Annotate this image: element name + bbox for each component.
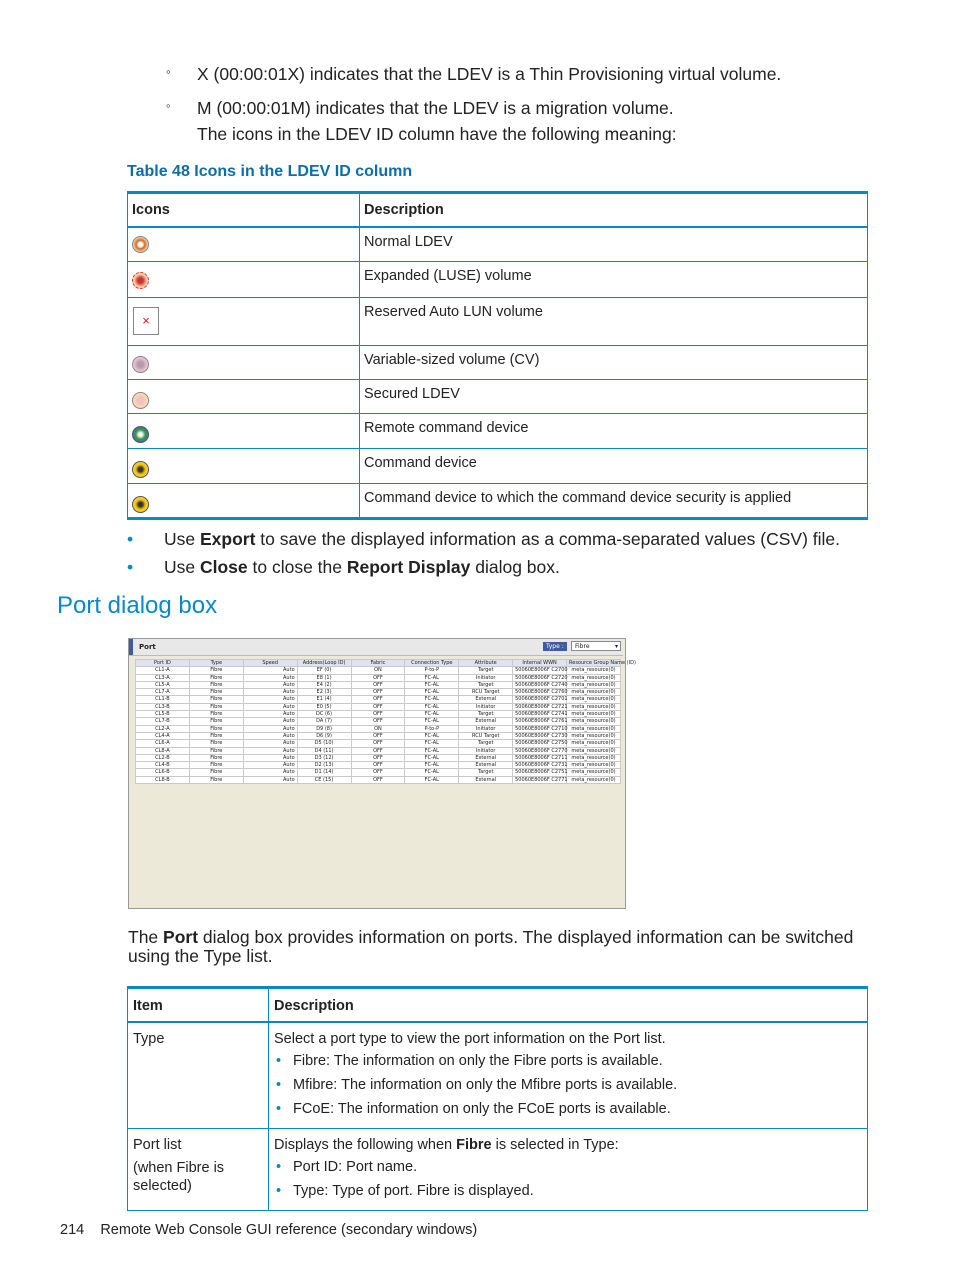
grid-cell: OFF — [351, 762, 405, 769]
grid-cell: Auto — [243, 718, 297, 725]
circle-bullet-icon: ◦ — [166, 98, 171, 113]
grid-cell: Fibre — [189, 747, 243, 754]
grid-cell: CL7-B — [136, 718, 190, 725]
grid-cell: OFF — [351, 711, 405, 718]
command-device-icon — [132, 461, 149, 478]
grid-cell: D2 (13) — [297, 762, 351, 769]
grid-cell: Auto — [243, 703, 297, 710]
grid-cell: CL5-A — [136, 681, 190, 688]
grid-cell: CL2-B — [136, 754, 190, 761]
grid-cell: OFF — [351, 696, 405, 703]
grid-cell: Fibre — [189, 754, 243, 761]
grid-cell: Fibre — [189, 732, 243, 739]
grid-cell: External — [459, 718, 513, 725]
grid-cell: CL4-B — [136, 762, 190, 769]
grid-cell: CL2-A — [136, 725, 190, 732]
grid-cell: Target — [459, 711, 513, 718]
item-description-table — [127, 986, 868, 1211]
grid-cell: D3 (12) — [297, 754, 351, 761]
table-row: Normal LDEV — [128, 227, 868, 261]
grid-cell: FC-AL — [405, 689, 459, 696]
grid-cell: D9 (8) — [297, 725, 351, 732]
grid-row[interactable] — [136, 689, 621, 696]
grid-cell: CL3-A — [136, 674, 190, 681]
icons-table — [127, 191, 868, 520]
grid-cell: CL5-B — [136, 711, 190, 718]
grid-cell: Target — [459, 769, 513, 776]
grid-cell: Target — [459, 740, 513, 747]
grid-cell: FC-AL — [405, 681, 459, 688]
grid-cell: RCU Target — [459, 689, 513, 696]
port-list — [135, 659, 636, 784]
grid-cell: OFF — [351, 718, 405, 725]
grid-row[interactable] — [136, 740, 621, 747]
grid-column-header[interactable]: Resource Group Name (ID) — [567, 660, 621, 667]
page-number: 214 — [60, 1222, 85, 1238]
grid-cell: FC-AL — [405, 711, 459, 718]
grid-cell: OFF — [351, 681, 405, 688]
grid-row[interactable] — [136, 732, 621, 739]
grid-cell: External — [459, 776, 513, 783]
grid-cell: E1 (4) — [297, 696, 351, 703]
grid-cell: OFF — [351, 769, 405, 776]
grid-cell: FC-AL — [405, 762, 459, 769]
grid-cell: Fibre — [189, 711, 243, 718]
grid-cell: 50060E8006F C2731 — [513, 762, 567, 769]
grid-cell: meta_resource(0) — [567, 696, 621, 703]
grid-row[interactable] — [136, 703, 621, 710]
grid-cell: Auto — [243, 711, 297, 718]
grid-row[interactable] — [136, 681, 621, 688]
column-header: Description — [269, 988, 868, 1023]
grid-cell: Auto — [243, 776, 297, 783]
grid-cell: Fibre — [189, 703, 243, 710]
grid-cell: 50060E8006F C2751 — [513, 769, 567, 776]
grid-cell: FC-AL — [405, 747, 459, 754]
grid-cell: Fibre — [189, 674, 243, 681]
grid-cell: Fibre — [189, 718, 243, 725]
grid-row[interactable] — [136, 769, 621, 776]
grid-cell: E8 (1) — [297, 674, 351, 681]
reserved-auto-lun-icon: × — [133, 307, 159, 335]
grid-cell: 50060E8006F C2740 — [513, 681, 567, 688]
grid-cell: 50060E8006F C2710 — [513, 725, 567, 732]
grid-cell: D4 (11) — [297, 747, 351, 754]
grid-cell: meta_resource(0) — [567, 711, 621, 718]
grid-cell: ON — [351, 667, 405, 674]
section-title: Port dialog box — [57, 592, 218, 619]
grid-cell: OFF — [351, 689, 405, 696]
grid-cell: 50060E8006F C2721 — [513, 703, 567, 710]
grid-cell: EF (0) — [297, 667, 351, 674]
table-row: Variable-sized volume (CV) — [128, 345, 868, 379]
grid-cell: FC-AL — [405, 703, 459, 710]
grid-cell: Fibre — [189, 681, 243, 688]
grid-cell: OFF — [351, 776, 405, 783]
grid-cell: CL7-A — [136, 689, 190, 696]
grid-cell: Fibre — [189, 740, 243, 747]
grid-row[interactable] — [136, 711, 621, 718]
grid-cell: Auto — [243, 754, 297, 761]
grid-cell: FC-AL — [405, 718, 459, 725]
grid-cell: Auto — [243, 732, 297, 739]
grid-cell: Auto — [243, 667, 297, 674]
grid-cell: E2 (3) — [297, 689, 351, 696]
table-row: Secured LDEV — [128, 379, 868, 413]
grid-cell: 50060E8006F C2700 — [513, 667, 567, 674]
grid-cell: D1 (14) — [297, 769, 351, 776]
grid-cell: E4 (2) — [297, 681, 351, 688]
grid-cell: FC-AL — [405, 696, 459, 703]
grid-cell: E0 (5) — [297, 703, 351, 710]
grid-cell: meta_resource(0) — [567, 740, 621, 747]
grid-cell: External — [459, 696, 513, 703]
grid-cell: 50060E8006F C2761 — [513, 718, 567, 725]
grid-cell: meta_resource(0) — [567, 725, 621, 732]
grid-row[interactable] — [136, 754, 621, 761]
grid-cell: Fibre — [189, 769, 243, 776]
grid-cell: ON — [351, 725, 405, 732]
expanded-volume-icon — [132, 272, 149, 289]
grid-cell: Auto — [243, 725, 297, 732]
footer-text: Remote Web Console GUI reference (secondary windows) — [100, 1222, 478, 1238]
grid-cell: CL6-B — [136, 769, 190, 776]
grid-row[interactable] — [136, 718, 621, 725]
grid-cell: FC-AL — [405, 732, 459, 739]
table-row: Command device — [128, 448, 868, 483]
grid-cell: RCU Target — [459, 732, 513, 739]
table-row: Command device to which the command device security is applied — [128, 483, 868, 518]
grid-cell: 50060E8006F C2771 — [513, 776, 567, 783]
grid-cell: CL1-B — [136, 696, 190, 703]
grid-cell: FC-AL — [405, 740, 459, 747]
grid-cell: Fibre — [189, 689, 243, 696]
grid-cell: CL1-A — [136, 667, 190, 674]
grid-cell: Auto — [243, 740, 297, 747]
column-header: Icons — [128, 193, 360, 228]
column-header: Description — [360, 193, 868, 228]
grid-cell: 50060E8006F C2760 — [513, 689, 567, 696]
grid-cell: CL6-A — [136, 740, 190, 747]
grid-column-header[interactable]: Internal WWN — [513, 660, 567, 667]
grid-row[interactable] — [136, 747, 621, 754]
grid-cell: External — [459, 762, 513, 769]
grid-cell: DC (6) — [297, 711, 351, 718]
grid-cell: Fibre — [189, 667, 243, 674]
grid-column-header[interactable]: Address(Loop ID) — [297, 660, 351, 667]
grid-column-header[interactable]: Type — [189, 660, 243, 667]
grid-column-header[interactable]: Connection Type — [405, 660, 459, 667]
grid-cell: Fibre — [189, 696, 243, 703]
grid-cell: Fibre — [189, 725, 243, 732]
grid-cell: Fibre — [189, 762, 243, 769]
grid-cell: FC-AL — [405, 754, 459, 761]
secured-ldev-icon — [132, 392, 149, 409]
grid-cell: meta_resource(0) — [567, 703, 621, 710]
grid-cell: Initiator — [459, 747, 513, 754]
grid-cell: meta_resource(0) — [567, 754, 621, 761]
grid-cell: meta_resource(0) — [567, 674, 621, 681]
command-device-security-icon — [132, 496, 149, 513]
grid-cell: Fibre — [189, 776, 243, 783]
grid-cell: OFF — [351, 674, 405, 681]
grid-cell: 50060E8006F C2750 — [513, 740, 567, 747]
grid-cell: Auto — [243, 674, 297, 681]
grid-cell: CL8-B — [136, 776, 190, 783]
normal-ldev-icon — [132, 236, 149, 253]
grid-row[interactable] — [136, 762, 621, 769]
grid-cell: Target — [459, 681, 513, 688]
grid-cell: meta_resource(0) — [567, 762, 621, 769]
grid-cell: Initiator — [459, 703, 513, 710]
grid-cell: 50060E8006F C2701 — [513, 696, 567, 703]
grid-cell: OFF — [351, 703, 405, 710]
column-header: Item — [128, 988, 269, 1023]
circle-bullet-icon: ◦ — [166, 64, 171, 79]
grid-cell: meta_resource(0) — [567, 732, 621, 739]
grid-cell: meta_resource(0) — [567, 776, 621, 783]
grid-cell: D5 (10) — [297, 740, 351, 747]
grid-cell: CE (15) — [297, 776, 351, 783]
chevron-down-icon: ▾ — [614, 643, 618, 650]
grid-cell: Initiator — [459, 725, 513, 732]
grid-cell: OFF — [351, 732, 405, 739]
grid-cell: 50060E8006F C2720 — [513, 674, 567, 681]
grid-column-header[interactable]: Port ID — [136, 660, 190, 667]
bullet-icon: • — [127, 529, 134, 549]
grid-column-header[interactable]: Attribute — [459, 660, 513, 667]
grid-cell: Initiator — [459, 674, 513, 681]
table-row: × Reserved Auto LUN volume — [128, 297, 868, 345]
grid-cell: D6 (9) — [297, 732, 351, 739]
dialog-title: Port — [139, 643, 156, 651]
bullet-icon: • — [127, 557, 134, 577]
grid-row[interactable] — [136, 667, 621, 674]
page-footer — [60, 1222, 477, 1238]
grid-cell: meta_resource(0) — [567, 681, 621, 688]
port-dialog-screenshot — [128, 638, 636, 909]
grid-cell: FC-AL — [405, 769, 459, 776]
grid-cell: OFF — [351, 754, 405, 761]
grid-row[interactable] — [136, 696, 621, 703]
grid-cell: OFF — [351, 747, 405, 754]
grid-column-header[interactable]: Fabric — [351, 660, 405, 667]
grid-cell: CL8-A — [136, 747, 190, 754]
grid-cell: Auto — [243, 696, 297, 703]
table-row: Remote command device — [128, 413, 868, 448]
remote-command-device-icon — [132, 426, 149, 443]
grid-cell: meta_resource(0) — [567, 769, 621, 776]
grid-cell: Target — [459, 667, 513, 674]
dialog-title-bar — [129, 639, 623, 656]
table-caption: Table 48 Icons in the LDEV ID column — [127, 163, 413, 180]
grid-cell: meta_resource(0) — [567, 689, 621, 696]
grid-row[interactable] — [136, 776, 621, 783]
grid-cell: 50060E8006F C2770 — [513, 747, 567, 754]
intro-paragraph: The icons in the LDEV ID column have the following meaning: — [197, 124, 677, 144]
grid-cell: 50060E8006F C2730 — [513, 732, 567, 739]
grid-row[interactable] — [136, 674, 621, 681]
grid-cell: OFF — [351, 740, 405, 747]
grid-cell: Auto — [243, 747, 297, 754]
table-row: Expanded (LUSE) volume — [128, 261, 868, 297]
grid-cell: meta_resource(0) — [567, 667, 621, 674]
grid-cell: meta_resource(0) — [567, 747, 621, 754]
variable-sized-volume-icon — [132, 356, 149, 373]
grid-cell: Auto — [243, 762, 297, 769]
type-select[interactable]: Fibre ▾ — [571, 641, 621, 651]
grid-cell: CL4-A — [136, 732, 190, 739]
table-row: Type Select a port type to view the port information on the Port list. • Fibre: The information on only the Fibre ports is available. • Mfibre: The information on only the Mfibre ports is available. • FCoE: The information on only the FCoE ports is available. — [128, 1022, 868, 1129]
grid-row[interactable] — [136, 725, 621, 732]
grid-cell: Auto — [243, 769, 297, 776]
grid-cell: Auto — [243, 681, 297, 688]
grid-cell: FC-AL — [405, 674, 459, 681]
grid-cell: meta_resource(0) — [567, 718, 621, 725]
grid-cell: 50060E8006F C2711 — [513, 754, 567, 761]
type-label: Type : — [543, 642, 567, 651]
port-paragraph: The Port dialog box provides information on ports. The displayed information can be switched using the Type list. — [128, 927, 854, 966]
grid-cell: P-to-P — [405, 667, 459, 674]
grid-cell: DA (7) — [297, 718, 351, 725]
grid-column-header[interactable]: Speed — [243, 660, 297, 667]
grid-cell: 50060E8006F C2741 — [513, 711, 567, 718]
table-row: Port list (when Fibre is selected) Displays the following when Fibre is selected in Type: • Port ID: Port name. • Type: Type of port. Fibre is displayed. — [128, 1129, 868, 1211]
grid-cell: External — [459, 754, 513, 761]
grid-cell: P-to-P — [405, 725, 459, 732]
grid-cell: CL3-B — [136, 703, 190, 710]
grid-cell: Auto — [243, 689, 297, 696]
grid-cell: FC-AL — [405, 776, 459, 783]
